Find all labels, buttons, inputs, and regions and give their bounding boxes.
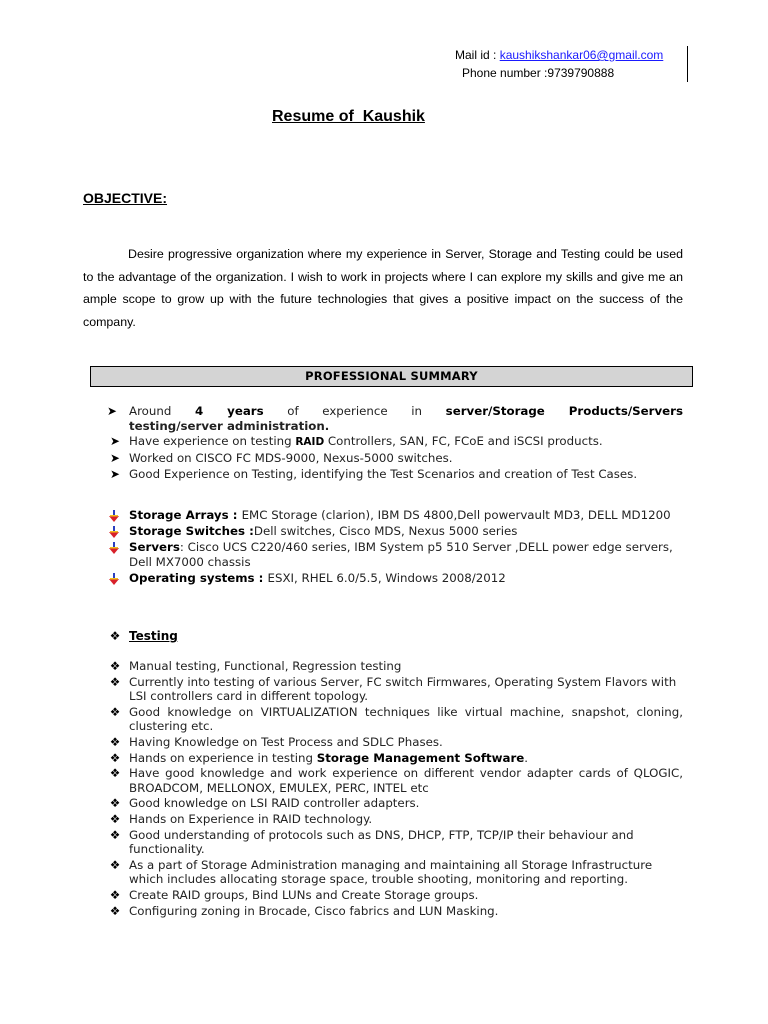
testing-item-text: As a part of Storage Administration managing and maintaining all Storage Infrastructure which includes allocating storage space, trouble shooting, monitoring and reporting.	[129, 857, 653, 887]
arrow-bullet-icon: ➤	[110, 451, 120, 466]
mail-line	[455, 46, 681, 64]
cisco-line: Worked on CISCO FC MDS-9000, Nexus-5000 switches.	[129, 451, 453, 466]
pin-bullet-icon	[108, 510, 120, 522]
testing-item-text: Having Knowledge on Test Process and SDLC Phases.	[129, 734, 443, 749]
list-item	[107, 524, 683, 539]
arrow-bullet-icon: ➤	[107, 404, 117, 418]
pin-bullet-icon	[108, 542, 120, 554]
testing-item-text: Good understanding of protocols such as DNS, DHCP, FTP, TCP/IP their behaviour and functionality.	[129, 827, 634, 857]
testing-item-text: Good knowledge on VIRTUALIZATION techniques like virtual machine, snapshot, cloning, clustering etc.	[129, 704, 683, 733]
exp-experience: experience	[322, 404, 388, 418]
diamond-bullet-icon: ❖	[109, 766, 121, 781]
testing-experience-line: Good Experience on Testing, identifying the Test Scenarios and creation of Test Cases.	[129, 467, 638, 482]
list-item	[107, 451, 683, 466]
email-link[interactable]: kaushikshankar06@gmail.com	[499, 48, 664, 62]
diamond-bullet-icon: ❖	[109, 734, 121, 749]
skill-value: EMC Storage (clarion), IBM DS 4800,Dell powervault MD3, DELL MD1200	[241, 508, 671, 522]
diamond-bullet-icon: ❖	[109, 659, 121, 673]
diamond-bullet-icon: ❖	[109, 796, 121, 811]
testing-item-text: Hands on experience in testing	[129, 750, 317, 765]
exp-of: of	[287, 404, 299, 418]
list-item	[107, 404, 683, 433]
diamond-bullet-icon: ❖	[109, 903, 121, 918]
skill-value: Dell switches, Cisco MDS, Nexus 5000 series	[253, 524, 518, 538]
testing-item-text: Have good knowledge and work experience on different vendor adapter cards of QLOGIC, BROADCOM, MELLONOX, EMULEX, PERC, INTEL etc	[129, 766, 683, 795]
diamond-bullet-icon: ❖	[109, 827, 121, 842]
list-item	[107, 828, 683, 856]
list-item	[107, 571, 683, 586]
list-item	[107, 812, 683, 826]
exp-domain: server/Storage Products/Servers	[445, 404, 683, 418]
diamond-bullet-icon: ❖	[109, 629, 121, 643]
phone-label: Phone number :	[462, 66, 548, 80]
diamond-bullet-icon: ❖	[109, 704, 121, 719]
testing-item-tail: .	[524, 750, 529, 765]
raid-pre: Have experience on testing	[129, 434, 296, 449]
skill-label: Servers	[129, 540, 180, 554]
list-item	[107, 705, 683, 733]
objective-text: Desire progressive organization where my experience in Server, Storage and Testing could be used to the advantage of the organization. I wish to work in projects where I can explore my skills and give me an ample scope to grow up with the future technologies that gives a positive impact on the success of the company.	[83, 247, 683, 329]
testing-list	[107, 659, 683, 920]
contact-block	[455, 46, 688, 82]
raid-post: Controllers, SAN, FC, FCoE and iSCSI products.	[324, 434, 603, 449]
raid-bold: RAID	[295, 436, 325, 449]
diamond-bullet-icon: ❖	[109, 812, 121, 827]
list-item	[107, 888, 683, 902]
skill-value: : Cisco UCS C220/460 series, IBM System p5 510 Server ,DELL power edge servers, Dell MX7000 chassis	[129, 540, 673, 569]
list-item	[107, 540, 683, 570]
testing-item-text: Manual testing, Functional, Regression testing	[129, 659, 402, 673]
list-item	[107, 434, 683, 450]
testing-item-text: Good knowledge on LSI RAID controller adapters.	[129, 796, 420, 811]
diamond-bullet-icon: ❖	[109, 857, 121, 872]
testing-heading: Testing	[129, 629, 178, 643]
testing-item-text: Create RAID groups, Bind LUNs and Create Storage groups.	[129, 887, 479, 902]
professional-summary-heading: PROFESSIONAL SUMMARY	[90, 366, 693, 387]
objective-paragraph	[83, 243, 683, 333]
list-item	[107, 751, 683, 765]
resume-title: Resume of Kaushik	[272, 108, 425, 125]
list-item	[107, 766, 683, 794]
skills-list	[107, 508, 683, 587]
arrow-bullet-icon: ➤	[110, 434, 120, 449]
skill-label: Storage Arrays :	[129, 508, 242, 522]
testing-item-text: Hands on Experience in RAID technology.	[129, 812, 373, 827]
mail-label: Mail id :	[455, 48, 500, 62]
list-item	[107, 858, 683, 886]
exp-around: Around	[129, 404, 172, 418]
list-item	[107, 735, 683, 749]
diamond-bullet-icon: ❖	[109, 674, 121, 689]
testing-item-bold: Storage Management Software	[316, 750, 525, 765]
summary-list	[107, 404, 683, 483]
arrow-bullet-icon: ➤	[110, 467, 120, 482]
list-item	[107, 675, 683, 703]
skill-label: Storage Switches :	[129, 524, 254, 538]
list-item	[107, 508, 683, 523]
testing-item-text: Configuring zoning in Brocade, Cisco fabrics and LUN Masking.	[129, 903, 499, 918]
phone-line	[455, 64, 681, 82]
list-item	[107, 467, 683, 482]
diamond-bullet-icon: ❖	[109, 887, 121, 902]
pin-bullet-icon	[108, 526, 120, 538]
exp-tail: testing/server administration.	[129, 418, 330, 433]
pin-bullet-icon	[108, 573, 120, 585]
objective-heading: OBJECTIVE:	[83, 190, 168, 206]
diamond-bullet-icon: ❖	[109, 750, 121, 765]
exp-in: in	[411, 404, 423, 418]
list-item	[107, 659, 683, 673]
list-item	[107, 796, 683, 810]
exp-years: 4 years	[194, 404, 264, 418]
skill-value: ESXI, RHEL 6.0/5.5, Windows 2008/2012	[267, 571, 506, 585]
skill-label: Operating systems :	[129, 571, 268, 585]
phone-number: 9739790888	[547, 66, 615, 80]
list-item	[107, 904, 683, 918]
testing-item-text: Currently into testing of various Server, FC switch Firmwares, Operating System Flavors with LSI controllers card in different topology.	[129, 674, 677, 703]
